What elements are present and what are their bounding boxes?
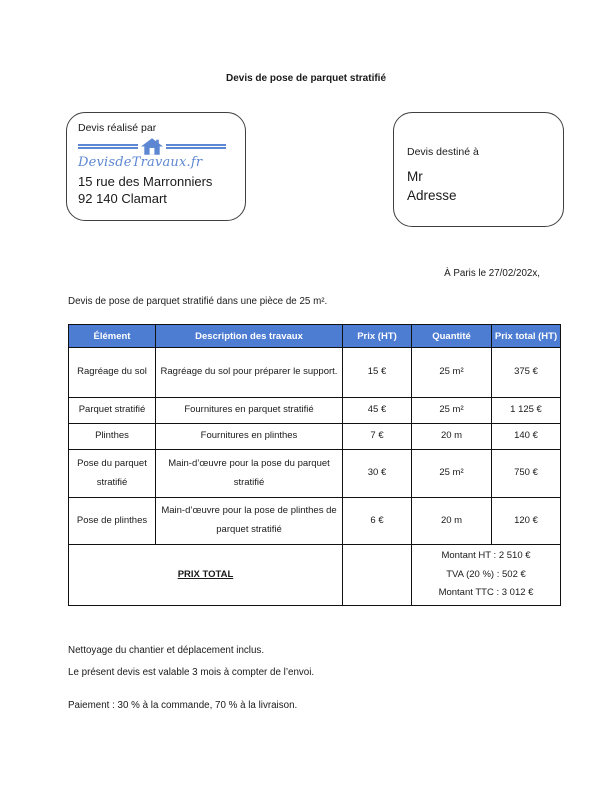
tva: TVA (20 %) : 502 €: [446, 568, 526, 580]
logo-rule-left: [78, 144, 138, 149]
element-cell: Plinthes: [69, 424, 156, 450]
line-total-cell: 375 €: [492, 348, 561, 398]
price-cell: 7 €: [343, 424, 412, 450]
quote-table: [68, 324, 561, 606]
description-cell: Main-d’œuvre pour la pose du parquet stratifié: [156, 450, 343, 498]
footer-note-cleaning: Nettoyage du chantier et déplacement inclus.: [68, 645, 265, 656]
logo-row: [78, 138, 226, 155]
description-cell: Ragréage du sol pour préparer le support.: [156, 348, 343, 398]
footer-note-payment: Paiement : 30 % à la commande, 70 % à la livraison.: [68, 700, 298, 711]
quote-date: À Paris le 27/02/202x,: [444, 268, 540, 279]
montant-ht: Montant HT : 2 510 €: [441, 550, 531, 561]
quantity-cell: 25 m²: [412, 348, 492, 398]
line-total-cell: 120 €: [492, 498, 561, 545]
issuer-label: Devis réalisé par: [78, 122, 157, 134]
element-cell: Pose de plinthes: [69, 498, 156, 545]
table-row: [69, 348, 561, 398]
issuer-address: [78, 173, 241, 207]
company-logo: [78, 138, 226, 170]
footer-note-validity: Le présent devis est valable 3 mois à compter de l’envoi.: [68, 667, 315, 678]
element-cell: Parquet stratifié: [69, 398, 156, 424]
empty-cell: [343, 545, 412, 606]
issuer-address-line1: 15 rue des Marronniers: [78, 174, 213, 189]
table-header-cell: Élément: [69, 325, 156, 348]
line-total-cell: 1 125 €: [492, 398, 561, 424]
quantity-cell: 25 m²: [412, 398, 492, 424]
price-cell: 45 €: [343, 398, 412, 424]
description-cell: Main-d’œuvre pour la pose de plinthes de parquet stratifié: [156, 498, 343, 545]
quantity-cell: 25 m²: [412, 450, 492, 498]
table-header-cell: Description des travaux: [156, 325, 343, 348]
table-row: [69, 498, 561, 545]
total-row: [69, 545, 561, 606]
totals-summary: [412, 545, 561, 606]
recipient-name: Mr: [407, 169, 423, 184]
table-header-cell: Prix total (HT): [492, 325, 561, 348]
description-cell: Fournitures en parquet stratifié: [156, 398, 343, 424]
document-title: Devis de pose de parquet stratifié: [225, 73, 387, 84]
house-icon: [141, 138, 163, 155]
element-cell: Pose du parquet stratifié: [69, 450, 156, 498]
description-cell: Fournitures en plinthes: [156, 424, 343, 450]
total-label: PRIX TOTAL: [69, 545, 343, 606]
logo-wordmark: DevisdeTravaux.fr: [78, 155, 203, 170]
line-total-cell: 750 €: [492, 450, 561, 498]
element-cell: Ragréage du sol: [69, 348, 156, 398]
issuer-address-line2: 92 140 Clamart: [78, 191, 167, 207]
table-row: [69, 450, 561, 498]
table-header-cell: Prix (HT): [343, 325, 412, 348]
recipient-lines: [407, 168, 559, 205]
line-total-cell: 140 €: [492, 424, 561, 450]
price-cell: 6 €: [343, 498, 412, 545]
montant-ttc: Montant TTC : 3 012 €: [438, 587, 534, 599]
table-header-cell: Quantité: [412, 325, 492, 348]
quantity-cell: 20 m: [412, 424, 492, 450]
quantity-cell: 20 m: [412, 498, 492, 545]
price-cell: 30 €: [343, 450, 412, 498]
table-row: [69, 398, 561, 424]
intro-text: Devis de pose de parquet stratifié dans une pièce de 25 m².: [68, 296, 328, 307]
logo-rule-right: [166, 144, 226, 149]
recipient-box: [393, 112, 564, 227]
recipient-label: Devis destiné à: [407, 146, 479, 158]
table-row: [69, 424, 561, 450]
recipient-address: Adresse: [407, 187, 457, 203]
table-header: [69, 325, 561, 348]
issuer-box: [66, 112, 246, 221]
price-cell: 15 €: [343, 348, 412, 398]
